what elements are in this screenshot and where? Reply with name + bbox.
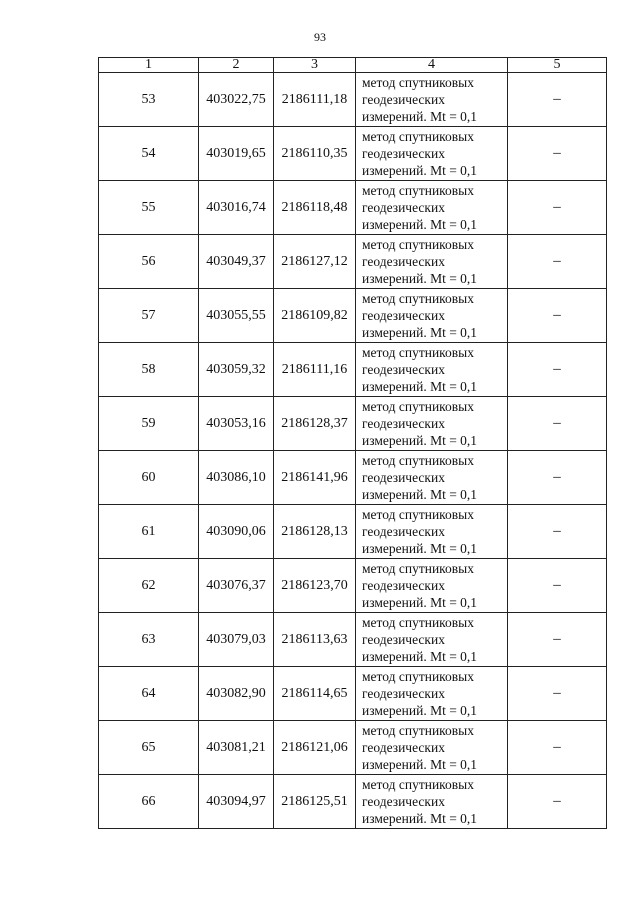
method-cell [356,775,508,829]
point-number-cell: 53 [99,73,199,127]
method-line: геодезических [362,200,445,215]
point-number-cell: 54 [99,127,199,181]
method-line: измерений. Mt = 0,1 [362,649,478,664]
table-row [99,127,607,181]
note-cell: – [508,775,607,829]
method-cell [356,127,508,181]
table-row [99,667,607,721]
method-line: измерений. Mt = 0,1 [362,811,478,826]
header-col-4: 4 [356,58,508,73]
method-line: метод спутниковых [362,399,474,414]
table-row [99,235,607,289]
coordinate-x-cell: 403059,32 [199,343,274,397]
coordinate-x-cell: 403016,74 [199,181,274,235]
coordinate-y-cell: 2186110,35 [274,127,356,181]
coordinate-x-cell: 403094,97 [199,775,274,829]
method-line: геодезических [362,92,445,107]
header-col-3: 3 [274,58,356,73]
method-line: метод спутниковых [362,453,474,468]
note-cell: – [508,667,607,721]
method-line: метод спутниковых [362,561,474,576]
method-line: геодезических [362,254,445,269]
method-line: измерений. Mt = 0,1 [362,325,478,340]
coordinate-y-cell: 2186111,16 [274,343,356,397]
method-line: геодезических [362,146,445,161]
method-cell [356,343,508,397]
method-line: измерений. Mt = 0,1 [362,109,478,124]
method-line: геодезических [362,308,445,323]
method-line: метод спутниковых [362,345,474,360]
method-cell [356,667,508,721]
note-cell: – [508,289,607,343]
header-col-1: 1 [99,58,199,73]
note-cell: – [508,505,607,559]
method-line: метод спутниковых [362,777,474,792]
method-line: измерений. Mt = 0,1 [362,541,478,556]
method-cell [356,289,508,343]
note-cell: – [508,235,607,289]
note-cell: – [508,559,607,613]
point-number-cell: 65 [99,721,199,775]
point-number-cell: 62 [99,559,199,613]
coordinate-y-cell: 2186127,12 [274,235,356,289]
point-number-cell: 55 [99,181,199,235]
point-number-cell: 63 [99,613,199,667]
point-number-cell: 57 [99,289,199,343]
point-number-cell: 64 [99,667,199,721]
note-cell: – [508,451,607,505]
method-line: геодезических [362,578,445,593]
method-line: метод спутниковых [362,237,474,252]
method-line: метод спутниковых [362,75,474,90]
table-row [99,505,607,559]
method-cell [356,397,508,451]
point-number-cell: 59 [99,397,199,451]
method-line: измерений. Mt = 0,1 [362,379,478,394]
method-cell [356,613,508,667]
coordinate-x-cell: 403086,10 [199,451,274,505]
method-line: метод спутниковых [362,507,474,522]
note-cell: – [508,343,607,397]
table-row [99,559,607,613]
method-cell [356,505,508,559]
table-row [99,73,607,127]
table-row [99,343,607,397]
method-line: геодезических [362,632,445,647]
coordinate-y-cell: 2186109,82 [274,289,356,343]
coordinate-x-cell: 403055,55 [199,289,274,343]
point-number-cell: 60 [99,451,199,505]
coordinate-y-cell: 2186121,06 [274,721,356,775]
method-line: измерений. Mt = 0,1 [362,757,478,772]
table-row [99,775,607,829]
note-cell: – [508,397,607,451]
coordinate-x-cell: 403076,37 [199,559,274,613]
method-line: метод спутниковых [362,183,474,198]
coordinates-table [98,57,607,829]
method-line: метод спутниковых [362,291,474,306]
table-row [99,721,607,775]
method-line: измерений. Mt = 0,1 [362,487,478,502]
header-col-5: 5 [508,58,607,73]
note-cell: – [508,613,607,667]
method-line: геодезических [362,740,445,755]
coordinate-y-cell: 2186128,37 [274,397,356,451]
coordinate-y-cell: 2186123,70 [274,559,356,613]
header-col-2: 2 [199,58,274,73]
method-line: измерений. Mt = 0,1 [362,163,478,178]
note-cell: – [508,127,607,181]
method-line: измерений. Mt = 0,1 [362,433,478,448]
header-row [99,58,607,73]
method-line: геодезических [362,416,445,431]
coordinate-x-cell: 403082,90 [199,667,274,721]
page-number: 93 [314,30,326,44]
coordinate-x-cell: 403022,75 [199,73,274,127]
method-line: измерений. Mt = 0,1 [362,595,478,610]
method-cell [356,181,508,235]
coordinate-y-cell: 2186111,18 [274,73,356,127]
method-line: геодезических [362,470,445,485]
method-line: метод спутниковых [362,615,474,630]
method-cell [356,451,508,505]
method-cell [356,721,508,775]
point-number-cell: 66 [99,775,199,829]
coordinate-x-cell: 403090,06 [199,505,274,559]
table-row [99,451,607,505]
method-cell [356,73,508,127]
method-line: геодезических [362,794,445,809]
method-line: метод спутниковых [362,669,474,684]
method-line: геодезических [362,686,445,701]
coordinate-y-cell: 2186114,65 [274,667,356,721]
method-line: измерений. Mt = 0,1 [362,271,478,286]
coordinate-x-cell: 403049,37 [199,235,274,289]
method-cell [356,235,508,289]
method-cell [356,559,508,613]
coordinate-y-cell: 2186113,63 [274,613,356,667]
point-number-cell: 61 [99,505,199,559]
point-number-cell: 56 [99,235,199,289]
coordinate-x-cell: 403019,65 [199,127,274,181]
coordinate-x-cell: 403053,16 [199,397,274,451]
table-row [99,397,607,451]
table-row [99,613,607,667]
note-cell: – [508,73,607,127]
coordinate-x-cell: 403079,03 [199,613,274,667]
method-line: геодезических [362,524,445,539]
table-body [99,73,607,829]
note-cell: – [508,181,607,235]
method-line: метод спутниковых [362,129,474,144]
coordinate-y-cell: 2186128,13 [274,505,356,559]
table-row [99,181,607,235]
coordinate-y-cell: 2186118,48 [274,181,356,235]
method-line: измерений. Mt = 0,1 [362,703,478,718]
table-row [99,289,607,343]
method-line: измерений. Mt = 0,1 [362,217,478,232]
point-number-cell: 58 [99,343,199,397]
method-line: метод спутниковых [362,723,474,738]
note-cell: – [508,721,607,775]
coordinate-y-cell: 2186141,96 [274,451,356,505]
coordinate-y-cell: 2186125,51 [274,775,356,829]
method-line: геодезических [362,362,445,377]
coordinate-x-cell: 403081,21 [199,721,274,775]
